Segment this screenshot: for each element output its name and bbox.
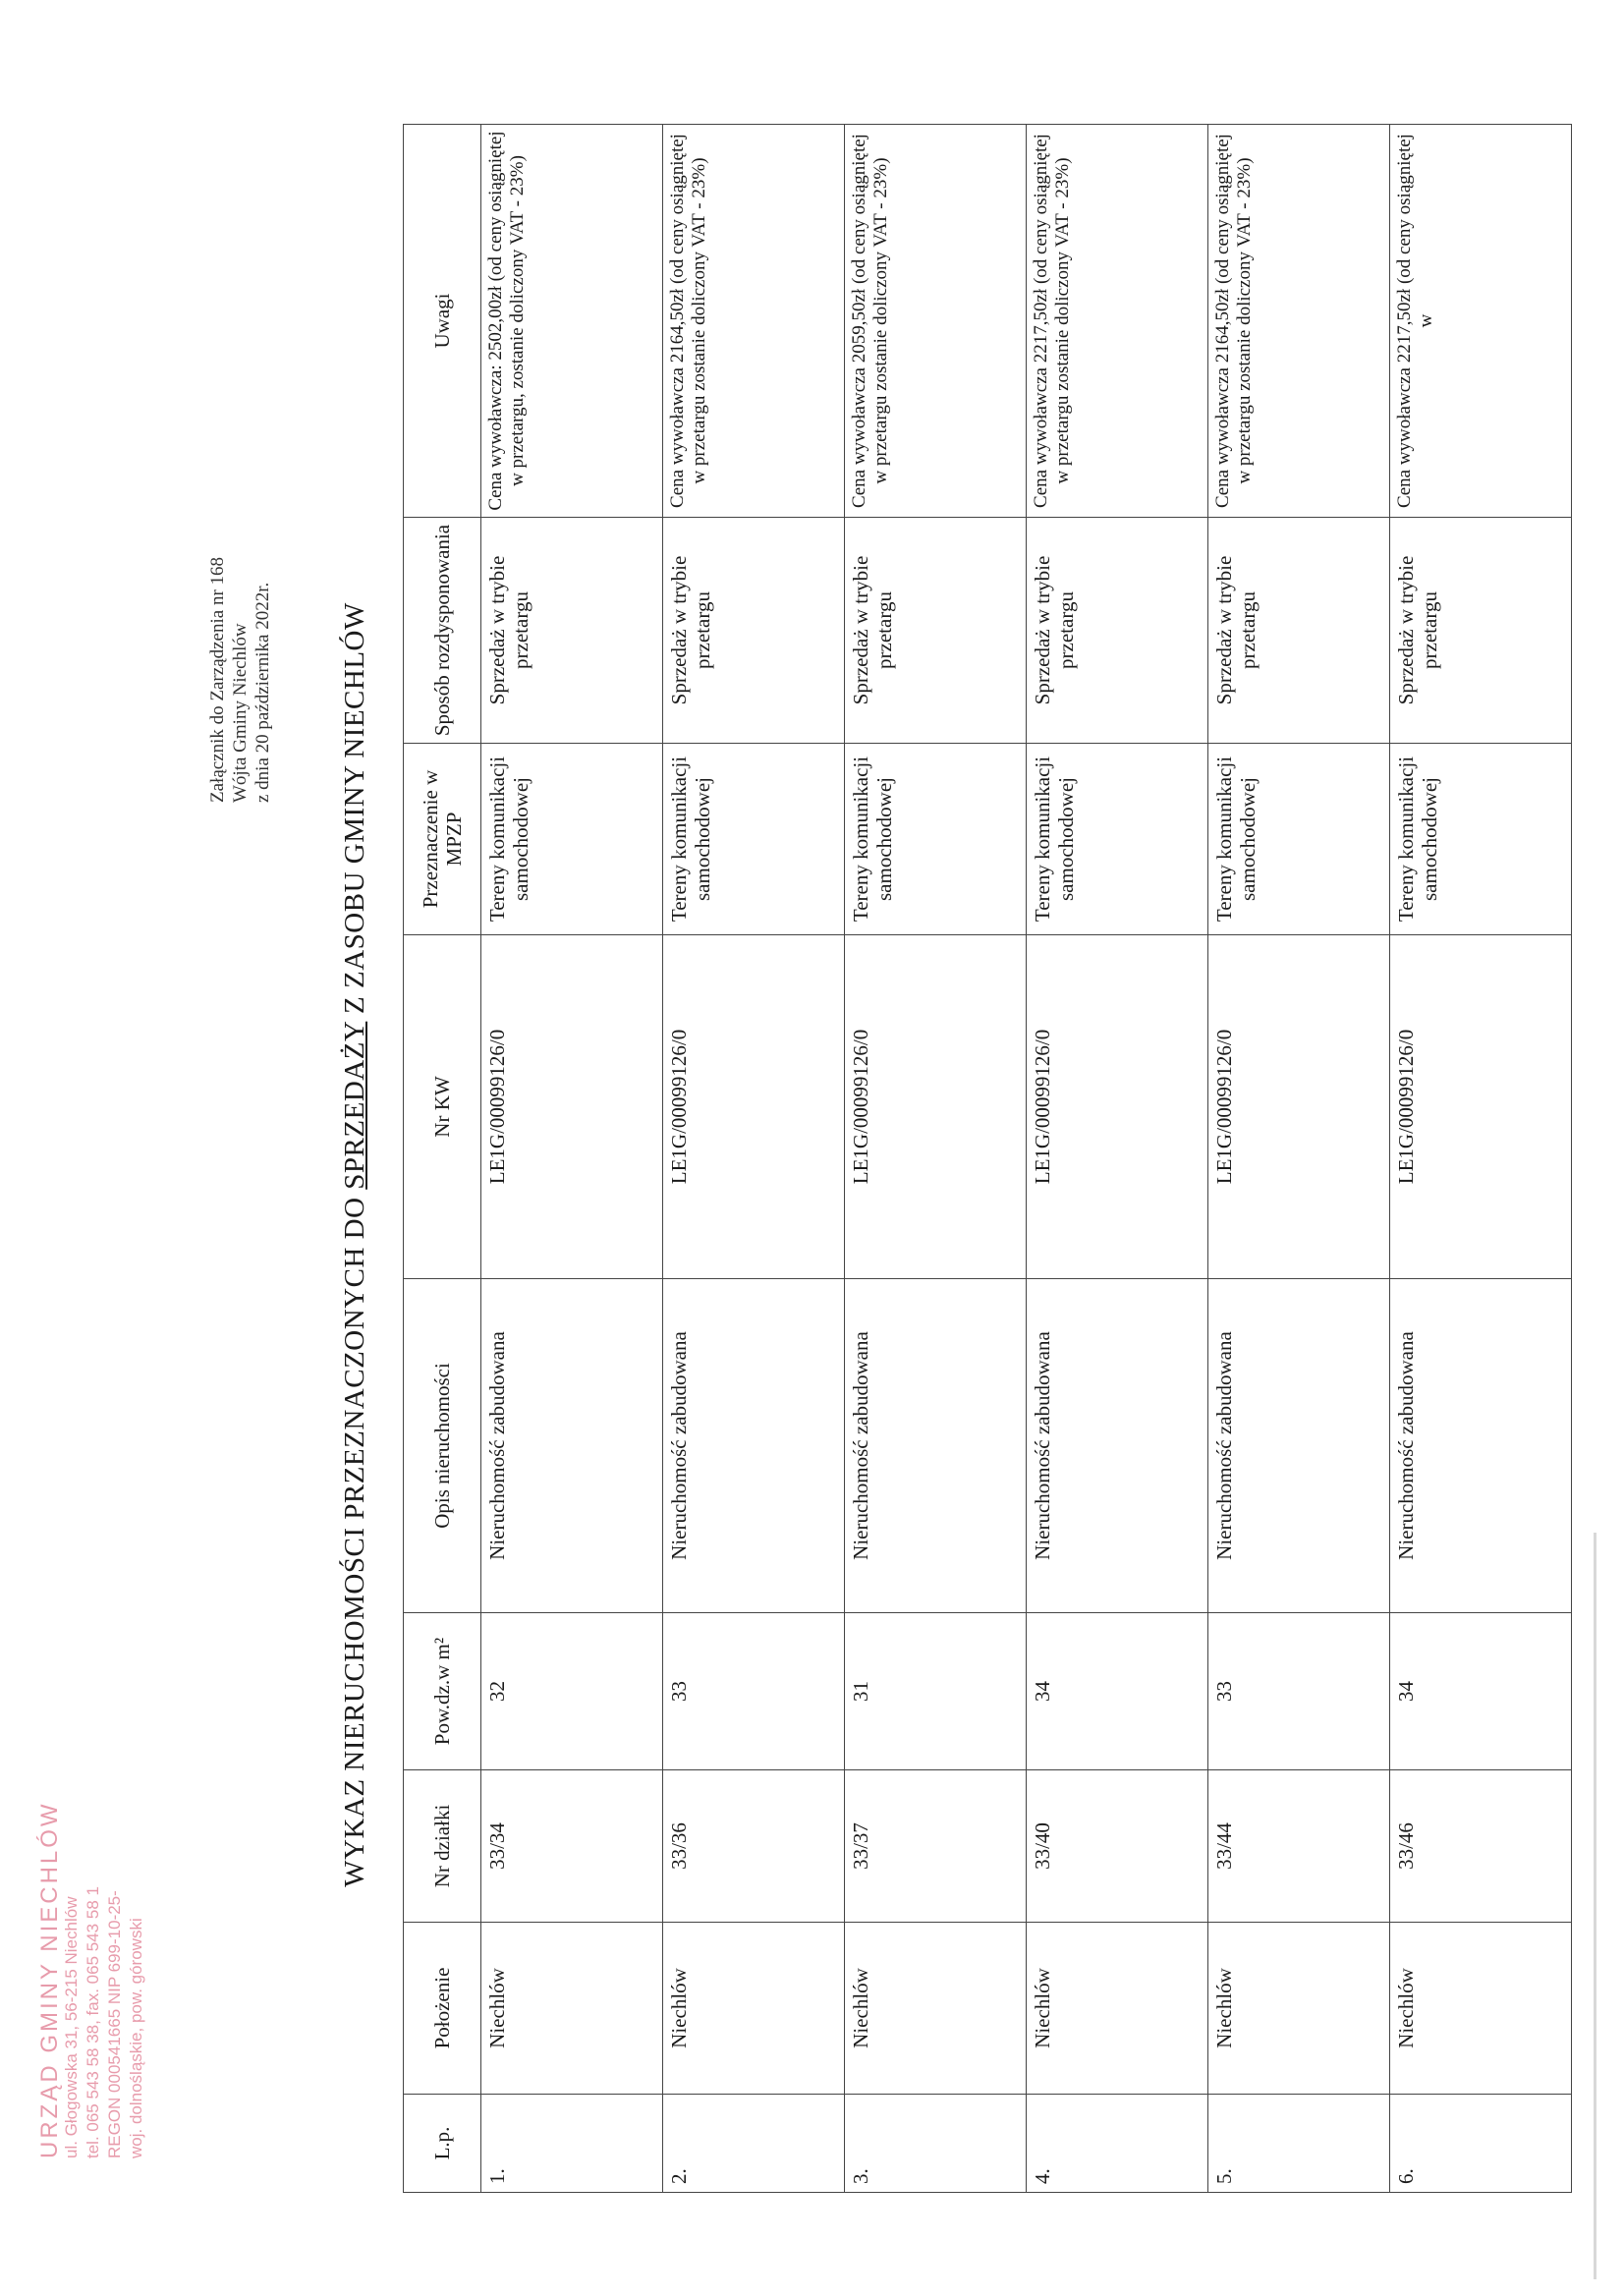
attachment-line: z dnia 20 października 2022r.: [252, 582, 273, 803]
cell-nr-dzialki: 33/44: [1208, 1770, 1390, 1923]
cell-opis: Nieruchomość zabudowana: [1208, 1279, 1390, 1613]
property-table: [403, 124, 1572, 2193]
cell-uwagi: Cena wywoławcza: 2502,00zł (od ceny osiągniętej w przetargu, zostanie doliczony VAT - 23%): [481, 125, 663, 518]
header-lp: L.p.: [404, 2095, 481, 2193]
cell-opis: Nieruchomość zabudowana: [481, 1279, 663, 1613]
cell-nr-kw: LE1G/00099126/0: [1027, 935, 1208, 1279]
cell-uwagi: Cena wywoławcza 2217,50zł (od ceny osiągniętej w przetargu zostanie doliczony VAT - 23%): [1027, 125, 1208, 518]
cell-nr-dzialki: 33/40: [1027, 1770, 1208, 1923]
stamp-line: tel. 065 543 58 38, fax. 065 543 58 1: [84, 1886, 102, 2158]
table-row: [1208, 125, 1390, 2193]
stamp-line: REGON 000541665 NIP 699-10-25-: [105, 1890, 124, 2158]
scan-edge-line: [1594, 1533, 1596, 2279]
cell-pow: 33: [663, 1613, 845, 1770]
cell-nr-dzialki: 33/37: [845, 1770, 1027, 1923]
header-przeznaczenie: Przeznaczenie w MPZP: [404, 744, 481, 935]
cell-pow: 34: [1390, 1613, 1572, 1770]
table-row: [1390, 125, 1572, 2193]
cell-sposob: Sprzedaż w trybie przetargu: [663, 518, 845, 744]
cell-nr-kw: LE1G/00099126/0: [663, 935, 845, 1279]
cell-pow: 31: [845, 1613, 1027, 1770]
table-row: [481, 125, 663, 2193]
cell-sposob: Sprzedaż w trybie przetargu: [481, 518, 663, 744]
cell-nr-kw: LE1G/00099126/0: [1390, 935, 1572, 1279]
cell-przeznaczenie: Tereny komunikacji samochodowej: [845, 744, 1027, 935]
cell-uwagi: Cena wywoławcza 2164,50zł (od ceny osiągniętej w przetargu zostanie doliczony VAT - 23%): [663, 125, 845, 518]
table-row: [1027, 125, 1208, 2193]
cell-przeznaczenie: Tereny komunikacji samochodowej: [481, 744, 663, 935]
title-underlined: SPRZEDAŻY: [339, 1021, 370, 1190]
cell-polozenie: Niechlów: [1027, 1923, 1208, 2095]
cell-uwagi: Cena wywoławcza 2164,50zł (od ceny osiągniętej w przetargu zostanie doliczony VAT - 23%): [1208, 125, 1390, 518]
attachment-line: Wójta Gminy Niechlów: [230, 623, 251, 803]
header-nr-dzialki: Nr działki: [404, 1770, 481, 1923]
cell-nr-kw: LE1G/00099126/0: [845, 935, 1027, 1279]
cell-polozenie: Niechlów: [845, 1923, 1027, 2095]
cell-przeznaczenie: Tereny komunikacji samochodowej: [1208, 744, 1390, 935]
stamp-line: woj. dolnośląskie, pow. górowski: [127, 1918, 145, 2158]
cell-polozenie: Niechlów: [1390, 1923, 1572, 2095]
cell-pow: 33: [1208, 1613, 1390, 1770]
cell-nr-kw: LE1G/00099126/0: [481, 935, 663, 1279]
cell-nr-dzialki: 33/36: [663, 1770, 845, 1923]
title-part: Z ZASOBU GMINY NIECHLÓW: [339, 602, 370, 1022]
cell-nr-kw: LE1G/00099126/0: [1208, 935, 1390, 1279]
cell-przeznaczenie: Tereny komunikacji samochodowej: [1390, 744, 1572, 935]
cell-uwagi: Cena wywoławcza 2059,50zł (od ceny osiągniętej w przetargu zostanie doliczony VAT - 23%): [845, 125, 1027, 518]
document-title: [339, 194, 371, 2296]
cell-opis: Nieruchomość zabudowana: [845, 1279, 1027, 1613]
header-sposob: Sposób rozdysponowania: [404, 518, 481, 744]
stamp-line: URZĄD GMINY NIECHLÓW: [36, 1801, 63, 2158]
cell-nr-dzialki: 33/46: [1390, 1770, 1572, 1923]
table-row: [845, 125, 1027, 2193]
stamp-line: ul. Głogowska 31, 56-215 Niechlów: [62, 1896, 81, 2158]
cell-sposob: Sprzedaż w trybie przetargu: [1027, 518, 1208, 744]
cell-pow: 34: [1027, 1613, 1208, 1770]
cell-polozenie: Niechlów: [663, 1923, 845, 2095]
cell-opis: Nieruchomość zabudowana: [1390, 1279, 1572, 1613]
header-polozenie: Położenie: [404, 1923, 481, 2095]
cell-lp: 6.: [1390, 2095, 1572, 2193]
table-header-row: [404, 125, 481, 2193]
table-row: [663, 125, 845, 2193]
cell-sposob: Sprzedaż w trybie przetargu: [1390, 518, 1572, 744]
cell-polozenie: Niechlów: [481, 1923, 663, 2095]
attachment-note: [206, 252, 274, 803]
cell-uwagi: Cena wywoławcza 2217,50zł (od ceny osiągniętej w: [1390, 125, 1572, 518]
header-pow: Pow.dz.w m²: [404, 1613, 481, 1770]
cell-opis: Nieruchomość zabudowana: [1027, 1279, 1208, 1613]
header-opis: Opis nieruchomości: [404, 1279, 481, 1613]
cell-lp: 2.: [663, 2095, 845, 2193]
header-nr-kw: Nr KW: [404, 935, 481, 1279]
cell-polozenie: Niechlów: [1208, 1923, 1390, 2095]
title-part: WYKAZ NIERUCHOMOŚCI PRZEZNACZONYCH DO: [339, 1189, 370, 1887]
header-uwagi: Uwagi: [404, 125, 481, 518]
cell-lp: 1.: [481, 2095, 663, 2193]
cell-sposob: Sprzedaż w trybie przetargu: [845, 518, 1027, 744]
cell-przeznaczenie: Tereny komunikacji samochodowej: [663, 744, 845, 935]
cell-nr-dzialki: 33/34: [481, 1770, 663, 1923]
cell-przeznaczenie: Tereny komunikacji samochodowej: [1027, 744, 1208, 935]
office-stamp: [36, 1530, 147, 2158]
cell-pow: 32: [481, 1613, 663, 1770]
cell-lp: 4.: [1027, 2095, 1208, 2193]
cell-opis: Nieruchomość zabudowana: [663, 1279, 845, 1613]
cell-sposob: Sprzedaż w trybie przetargu: [1208, 518, 1390, 744]
attachment-line: Załącznik do Zarządzenia nr 168: [207, 556, 228, 803]
cell-lp: 5.: [1208, 2095, 1390, 2193]
cell-lp: 3.: [845, 2095, 1027, 2193]
